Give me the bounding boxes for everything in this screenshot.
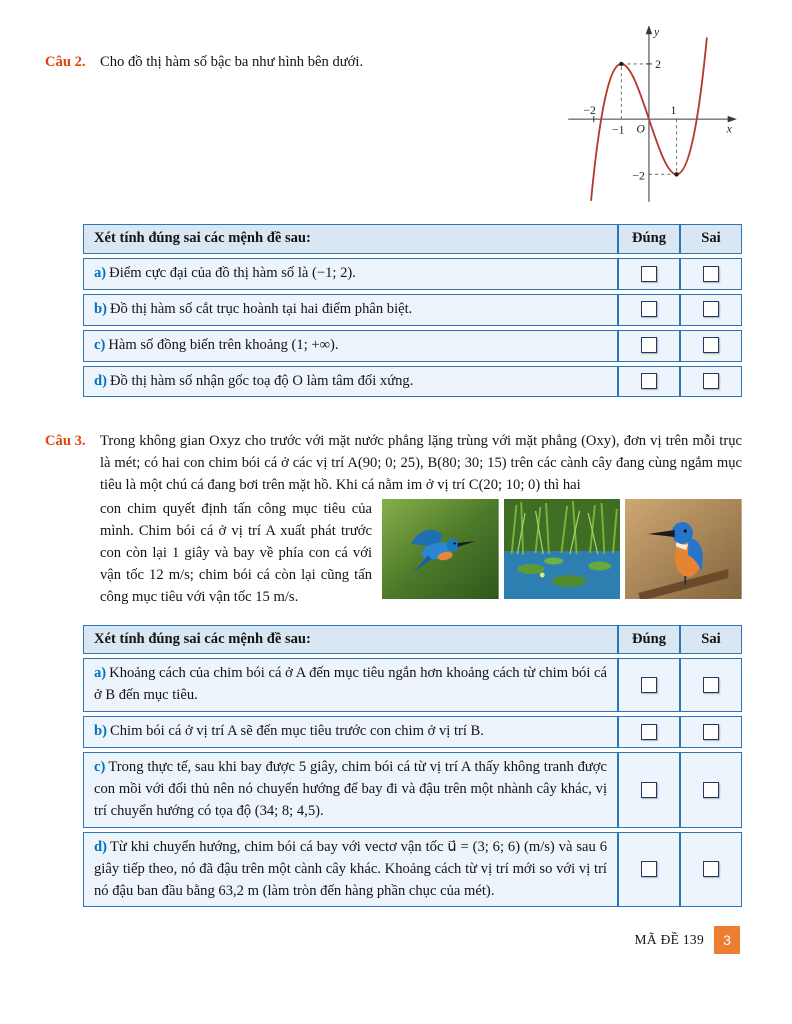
table-row [83,752,742,828]
table-header-row [83,224,742,254]
checkbox-true[interactable] [641,861,657,877]
statement-key: a) [94,264,107,281]
checkbox-true[interactable] [641,782,657,798]
statement-key: b) [94,723,107,740]
kingfisher-flying-photo [382,499,499,599]
question-3 [45,431,742,608]
checkbox-false[interactable] [703,373,719,389]
checkbox-false[interactable] [703,861,719,877]
dashed-guides-max [621,64,649,119]
question-2-label: Câu 2. [45,54,86,70]
page-number-badge: 3 [714,926,740,954]
statement-cell [83,832,618,908]
question-3-body [100,499,742,608]
checkbox-true[interactable] [641,373,657,389]
y-tick-neg2-label: −2 [632,169,645,183]
question-2-intro: Cho đồ thị hàm số bậc ba như hình bên dưới. [100,54,364,70]
question-2-text [45,20,554,74]
false-cell [680,716,742,748]
x-tick-1-label: 1 [670,104,677,118]
checkbox-false[interactable] [703,782,719,798]
true-cell [618,294,680,326]
q3-statements-table [83,621,742,912]
table-header-true: Đúng [618,224,680,254]
statement-key: c) [94,759,106,776]
table-header-false: Sai [680,625,742,655]
statement-text: Điểm cực đại của đồ thị hàm số là (−1; 2). [109,264,356,281]
statement-cell [83,294,618,326]
true-cell [618,658,680,712]
y-tick-2-label: 2 [655,58,661,72]
statement-cell [83,752,618,828]
table-header-false: Sai [680,224,742,254]
exam-code: MÃ ĐỀ 139 [634,931,704,947]
checkbox-true[interactable] [641,677,657,693]
statement-text: Đồ thị hàm số nhận gốc toạ độ O làm tâm đối xứng. [109,372,414,389]
checkbox-false[interactable] [703,677,719,693]
checkbox-false[interactable] [703,301,719,317]
local-min-point [674,172,678,176]
statement-key: c) [94,336,106,353]
statement-text: Từ khi chuyển hướng, chim bói cá bay với vectơ vận tốc u⃗ = (3; 6; 6) (m/s) và sau 6 giây tiếp theo, nó đã đậu trên một cành cây khác. Khoảng cách từ vị trí mới so với vị trí nó đậu ban đầu bằng 63,2 m (làm tròn đến hàng phần chục của mét). [94,838,607,899]
x-tick-neg2-label: −2 [583,104,596,118]
statement-cell [83,258,618,290]
true-cell [618,330,680,362]
kingfisher-perched-photo [625,499,742,599]
q2-statements-table [83,220,742,401]
question-2 [45,20,742,206]
question-3-label: Câu 3. [45,433,86,450]
checkbox-false[interactable] [703,266,719,282]
true-cell [618,832,680,908]
false-cell [680,658,742,712]
statement-key: d) [94,372,107,389]
true-cell [618,752,680,828]
checkbox-false[interactable] [703,337,719,353]
table-header-statement: Xét tính đúng sai các mệnh đề sau: [83,625,618,655]
true-cell [618,366,680,398]
table-row [83,658,742,712]
statement-text: Đồ thị hàm số cắt trục hoành tại hai điểm phân biệt. [109,300,413,317]
table-row [83,832,742,908]
statement-text: Trong thực tế, sau khi bay được 5 giây, chim bói cá từ vị trí A thấy không tranh được con mồi với đối thủ nên nó chuyển hướng để bay đi và đậu trên một nhành cây khác, vị trí chuyển hướng có tọa độ (34; 8; 4,5). [94,759,607,819]
false-cell [680,832,742,908]
page-footer [635,926,740,954]
false-cell [680,366,742,398]
statement-text: Hàm số đồng biến trên khoảng (1; +∞). [108,336,339,353]
cubic-function-graph [560,20,742,206]
x-tick-neg1-label: −1 [612,123,625,137]
table-row [83,366,742,398]
origin-label: O [636,122,645,136]
true-cell [618,258,680,290]
statement-text: Chim bói cá ở vị trí A sẽ đến mục tiêu trước con chim ở vị trí B. [109,723,484,740]
checkbox-true[interactable] [641,337,657,353]
false-cell [680,294,742,326]
dashed-guides-min [649,119,677,174]
checkbox-true[interactable] [641,724,657,740]
statement-key: d) [94,838,107,855]
question-3-photos [382,499,742,599]
statement-cell [83,366,618,398]
table-header-statement: Xét tính đúng sai các mệnh đề sau: [83,224,618,254]
table-header-true: Đúng [618,625,680,655]
statement-key: b) [94,300,107,317]
x-axis-label: x [726,122,732,136]
checkbox-false[interactable] [703,724,719,740]
y-axis-label: y [654,25,660,39]
statement-cell [83,716,618,748]
table-row [83,716,742,748]
pond-reeds-photo [504,499,621,599]
table-row [83,330,742,362]
statement-cell [83,658,618,712]
question-3-intro: Trong không gian Oxyz cho trước với mặt nước phẳng lặng trùng với mặt phẳng (Oxy), đơn vị trên mỗi trục là mét; có hai con chim bói cá ở các vị trí A(90; 0; 25), B(80; 30; 15) trên các cành cây đang cùng ngắm mục tiêu là một chú cá đang bơi trên mặt hồ. Khi cá nằm im ở vị trí C(20; 10; 0) thì hai [100,433,742,494]
table-row [83,294,742,326]
statement-key: a) [94,665,107,682]
false-cell [680,752,742,828]
question-3-side-text: con chim quyết định tấn công mục tiêu của mình. Chim bói cá ở vị trí A xuất phát trước con còn lại 1 giây và bay về phía con cá với vận tốc 12 m/s; chim bói cá còn lại cũng tấn công mục tiêu với vận tốc 15 m/s. [100,501,372,605]
checkbox-true[interactable] [641,266,657,282]
false-cell [680,258,742,290]
statement-text: Khoảng cách của chim bói cá ở A đến mục tiêu ngắn hơn khoảng cách từ chim bói cá ở B đến mục tiêu. [94,665,607,704]
checkbox-true[interactable] [641,301,657,317]
statement-cell [83,330,618,362]
false-cell [680,330,742,362]
true-cell [618,716,680,748]
table-row [83,258,742,290]
y-axis-arrow [646,25,653,34]
table-header-row [83,625,742,655]
cubic-graph-svg [560,20,742,206]
local-max-point [619,62,623,66]
